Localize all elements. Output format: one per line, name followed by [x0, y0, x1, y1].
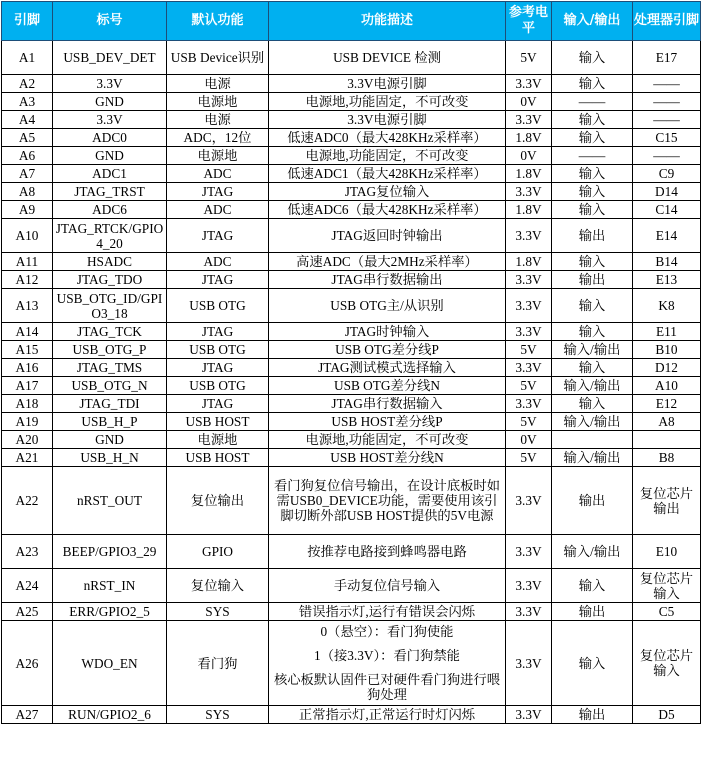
table-row: [2, 129, 701, 147]
io-cell: 输入: [552, 165, 633, 183]
level-cell: 3.3V: [506, 183, 552, 201]
description-line: 低速ADC0（最大428KHz采样率）: [287, 130, 487, 145]
cpu-pin-cell: E13: [633, 271, 701, 289]
label-cell: nRST_IN: [53, 569, 167, 603]
cpu-pin-cell: ——: [633, 111, 701, 129]
cpu-pin-cell: C15: [633, 129, 701, 147]
table-row: [2, 183, 701, 201]
function-cell: 复位输出: [167, 467, 269, 535]
label-cell: ADC0: [53, 129, 167, 147]
label-cell: JTAG_TDI: [53, 395, 167, 413]
cpu-pin-cell: 复位芯片输入: [633, 621, 701, 706]
description-line: 高速ADC（最大2MHz采样率）: [296, 254, 478, 269]
io-cell: 输入: [552, 75, 633, 93]
cpu-pin-cell: E12: [633, 395, 701, 413]
description-cell: [269, 569, 506, 603]
pin-cell: A26: [2, 621, 53, 706]
description-line: 低速ADC1（最大428KHz采样率）: [287, 166, 487, 181]
pin-cell: A12: [2, 271, 53, 289]
description-cell: [269, 41, 506, 75]
description-line: 3.3V电源引脚: [347, 112, 427, 127]
cpu-pin-cell: E14: [633, 219, 701, 253]
table-row: [2, 413, 701, 431]
table-row: [2, 395, 701, 413]
pin-cell: A21: [2, 449, 53, 467]
description-line: 手动复位信号输入: [333, 578, 441, 593]
pin-definition-table: [1, 1, 701, 724]
description-line: 电源地,功能固定，不可改变: [305, 432, 469, 447]
table-row: [2, 431, 701, 449]
function-cell: 电源地: [167, 93, 269, 111]
label-cell: 3.3V: [53, 111, 167, 129]
description-cell: [269, 603, 506, 621]
header-label: 标号: [53, 2, 167, 41]
label-cell: USB_H_N: [53, 449, 167, 467]
level-cell: 5V: [506, 377, 552, 395]
io-cell: 输入: [552, 253, 633, 271]
table-row: [2, 111, 701, 129]
description-line: USB OTG主/从识别: [330, 298, 444, 313]
pin-cell: A25: [2, 603, 53, 621]
io-cell: 输入: [552, 569, 633, 603]
pin-cell: A6: [2, 147, 53, 165]
io-cell: 输出: [552, 706, 633, 724]
description-line: 0（悬空）：看门狗使能: [320, 624, 454, 639]
label-cell: GND: [53, 93, 167, 111]
io-cell: 输入/输出: [552, 535, 633, 569]
cpu-pin-cell: 复位芯片输出: [633, 467, 701, 535]
header-ref-level: 参考电平: [506, 2, 552, 41]
label-cell: GND: [53, 147, 167, 165]
label-cell: JTAG_RTCK/GPIO4_20: [53, 219, 167, 253]
description-line: 看门狗复位信号输出，在设计底板时如需USB0_DEVICE功能，需要使用该引脚切断外部USB HOST提供的5V电源: [273, 478, 501, 523]
level-cell: 3.3V: [506, 289, 552, 323]
io-cell: 输入/输出: [552, 341, 633, 359]
label-cell: USB_H_P: [53, 413, 167, 431]
pin-cell: A1: [2, 41, 53, 75]
io-cell: 输入: [552, 41, 633, 75]
io-cell: 输入/输出: [552, 377, 633, 395]
io-cell: 输入: [552, 323, 633, 341]
description-cell: [269, 289, 506, 323]
cpu-pin-cell: B8: [633, 449, 701, 467]
pin-cell: A3: [2, 93, 53, 111]
cpu-pin-cell: C9: [633, 165, 701, 183]
description-line: JTAG串行数据输入: [331, 396, 443, 411]
function-cell: JTAG: [167, 183, 269, 201]
level-cell: 3.3V: [506, 111, 552, 129]
function-cell: JTAG: [167, 395, 269, 413]
cpu-pin-cell: C5: [633, 603, 701, 621]
table-row: [2, 93, 701, 111]
io-cell: ——: [552, 93, 633, 111]
table-row: [2, 341, 701, 359]
description-cell: [269, 253, 506, 271]
table-row: [2, 621, 701, 706]
pin-cell: A24: [2, 569, 53, 603]
function-cell: ADC，12位: [167, 129, 269, 147]
description-line: 3.3V电源引脚: [347, 76, 427, 91]
pin-cell: A5: [2, 129, 53, 147]
label-cell: WDO_EN: [53, 621, 167, 706]
label-cell: USB_OTG_ID/GPIO3_18: [53, 289, 167, 323]
level-cell: 0V: [506, 93, 552, 111]
table-row: [2, 359, 701, 377]
pin-cell: A17: [2, 377, 53, 395]
function-cell: 电源地: [167, 147, 269, 165]
level-cell: 1.8V: [506, 129, 552, 147]
label-cell: USB_OTG_P: [53, 341, 167, 359]
function-cell: USB HOST: [167, 449, 269, 467]
cpu-pin-cell: D5: [633, 706, 701, 724]
function-cell: USB OTG: [167, 377, 269, 395]
cpu-pin-cell: E10: [633, 535, 701, 569]
level-cell: 3.3V: [506, 621, 552, 706]
description-cell: [269, 219, 506, 253]
table-row: [2, 165, 701, 183]
cpu-pin-cell: E11: [633, 323, 701, 341]
pin-cell: A8: [2, 183, 53, 201]
function-cell: ADC: [167, 201, 269, 219]
io-cell: 输出: [552, 271, 633, 289]
label-cell: GND: [53, 431, 167, 449]
cpu-pin-cell: ——: [633, 75, 701, 93]
pin-cell: A15: [2, 341, 53, 359]
header-pin: 引脚: [2, 2, 53, 41]
header-default-function: 默认功能: [167, 2, 269, 41]
level-cell: 3.3V: [506, 603, 552, 621]
description-line: 错误指示灯,运行有错误会闪烁: [298, 604, 476, 619]
pin-cell: A14: [2, 323, 53, 341]
level-cell: 3.3V: [506, 395, 552, 413]
description-line: 电源地,功能固定，不可改变: [305, 94, 469, 109]
description-line: JTAG串行数据输出: [331, 272, 443, 287]
level-cell: 3.3V: [506, 535, 552, 569]
cpu-pin-cell: ——: [633, 147, 701, 165]
cpu-pin-cell: 复位芯片输入: [633, 569, 701, 603]
io-cell: 输入/输出: [552, 449, 633, 467]
description-line: 正常指示灯,正常运行时灯闪烁: [298, 707, 476, 722]
io-cell: 输入: [552, 111, 633, 129]
cpu-pin-cell: D12: [633, 359, 701, 377]
label-cell: JTAG_TDO: [53, 271, 167, 289]
io-cell: 输入: [552, 621, 633, 706]
function-cell: SYS: [167, 706, 269, 724]
level-cell: 1.8V: [506, 201, 552, 219]
function-cell: JTAG: [167, 359, 269, 377]
function-cell: JTAG: [167, 323, 269, 341]
io-cell: 输入: [552, 183, 633, 201]
pin-cell: A13: [2, 289, 53, 323]
label-cell: JTAG_TMS: [53, 359, 167, 377]
level-cell: 3.3V: [506, 219, 552, 253]
pin-cell: A11: [2, 253, 53, 271]
description-line: 核心板默认固件已对硬件看门狗进行喂狗处理: [273, 672, 501, 702]
level-cell: 1.8V: [506, 253, 552, 271]
description-cell: [269, 111, 506, 129]
description-cell: [269, 341, 506, 359]
description-cell: [269, 706, 506, 724]
cpu-pin-cell: B14: [633, 253, 701, 271]
level-cell: 0V: [506, 431, 552, 449]
function-cell: 电源: [167, 75, 269, 93]
description-cell: [269, 395, 506, 413]
level-cell: 5V: [506, 449, 552, 467]
label-cell: BEEP/GPIO3_29: [53, 535, 167, 569]
pin-cell: A16: [2, 359, 53, 377]
cpu-pin-cell: D14: [633, 183, 701, 201]
function-cell: USB OTG: [167, 289, 269, 323]
pin-cell: A9: [2, 201, 53, 219]
function-cell: USB OTG: [167, 341, 269, 359]
io-cell: 输入: [552, 395, 633, 413]
description-line: USB OTG差分线P: [335, 342, 439, 357]
function-cell: GPIO: [167, 535, 269, 569]
level-cell: 5V: [506, 41, 552, 75]
pin-cell: A19: [2, 413, 53, 431]
function-cell: USB Device识别: [167, 41, 269, 75]
description-line: JTAG复位输入: [344, 184, 430, 199]
table-row: [2, 706, 701, 724]
label-cell: 3.3V: [53, 75, 167, 93]
header-io: 输入/输出: [552, 2, 633, 41]
function-cell: 看门狗: [167, 621, 269, 706]
pin-cell: A7: [2, 165, 53, 183]
label-cell: nRST_OUT: [53, 467, 167, 535]
description-cell: [269, 183, 506, 201]
io-cell: [552, 431, 633, 449]
io-cell: 输出: [552, 467, 633, 535]
table-row: [2, 75, 701, 93]
pin-cell: A4: [2, 111, 53, 129]
description-line: JTAG测试模式选择输入: [318, 360, 456, 375]
function-cell: ADC: [167, 253, 269, 271]
description-line: 1（接3.3V）：看门狗禁能: [314, 648, 460, 663]
description-cell: [269, 377, 506, 395]
description-cell: [269, 467, 506, 535]
level-cell: 3.3V: [506, 706, 552, 724]
cpu-pin-cell: K8: [633, 289, 701, 323]
description-line: USB HOST差分线P: [331, 414, 443, 429]
table-row: [2, 323, 701, 341]
cpu-pin-cell: E17: [633, 41, 701, 75]
description-cell: [269, 271, 506, 289]
pin-cell: A20: [2, 431, 53, 449]
table-row: [2, 271, 701, 289]
description-cell: [269, 201, 506, 219]
cpu-pin-cell: A8: [633, 413, 701, 431]
description-cell: [269, 359, 506, 377]
table-row: [2, 41, 701, 75]
label-cell: JTAG_TRST: [53, 183, 167, 201]
description-line: 低速ADC6（最大428KHz采样率）: [287, 202, 487, 217]
function-cell: JTAG: [167, 271, 269, 289]
io-cell: 输入/输出: [552, 413, 633, 431]
table-row: [2, 377, 701, 395]
description-cell: [269, 75, 506, 93]
level-cell: 0V: [506, 147, 552, 165]
level-cell: 1.8V: [506, 165, 552, 183]
label-cell: JTAG_TCK: [53, 323, 167, 341]
label-cell: USB_DEV_DET: [53, 41, 167, 75]
pin-cell: A18: [2, 395, 53, 413]
header-cpu-pin: 处理器引脚: [633, 2, 701, 41]
cpu-pin-cell: A10: [633, 377, 701, 395]
description-line: 按推荐电路接到蜂鸣器电路: [307, 544, 467, 559]
io-cell: 输入: [552, 359, 633, 377]
description-line: USB DEVICE 检测: [333, 50, 441, 65]
pin-cell: A23: [2, 535, 53, 569]
table-row: [2, 289, 701, 323]
label-cell: ADC1: [53, 165, 167, 183]
description-line: USB HOST差分线N: [330, 450, 444, 465]
table-row: [2, 253, 701, 271]
function-cell: ADC: [167, 165, 269, 183]
function-cell: 电源地: [167, 431, 269, 449]
level-cell: 3.3V: [506, 271, 552, 289]
function-cell: USB HOST: [167, 413, 269, 431]
level-cell: 5V: [506, 341, 552, 359]
table-header-row: [2, 2, 701, 41]
table-row: [2, 535, 701, 569]
label-cell: USB_OTG_N: [53, 377, 167, 395]
description-cell: [269, 535, 506, 569]
io-cell: 输出: [552, 219, 633, 253]
io-cell: 输出: [552, 603, 633, 621]
pin-cell: A10: [2, 219, 53, 253]
level-cell: 3.3V: [506, 323, 552, 341]
function-cell: 电源: [167, 111, 269, 129]
level-cell: 3.3V: [506, 569, 552, 603]
header-description: 功能描述: [269, 2, 506, 41]
pin-cell: A27: [2, 706, 53, 724]
description-line: 电源地,功能固定，不可改变: [305, 148, 469, 163]
function-cell: JTAG: [167, 219, 269, 253]
io-cell: 输入: [552, 201, 633, 219]
level-cell: 5V: [506, 413, 552, 431]
io-cell: 输入: [552, 129, 633, 147]
pin-cell: A2: [2, 75, 53, 93]
table-row: [2, 603, 701, 621]
label-cell: ADC6: [53, 201, 167, 219]
description-line: JTAG返回时钟输出: [331, 228, 443, 243]
table-row: [2, 569, 701, 603]
table-row: [2, 449, 701, 467]
description-cell: [269, 93, 506, 111]
function-cell: 复位输入: [167, 569, 269, 603]
description-cell: [269, 449, 506, 467]
description-cell: [269, 431, 506, 449]
description-cell: [269, 129, 506, 147]
table-row: [2, 219, 701, 253]
table-row: [2, 147, 701, 165]
cpu-pin-cell: C14: [633, 201, 701, 219]
level-cell: 3.3V: [506, 75, 552, 93]
label-cell: ERR/GPIO2_5: [53, 603, 167, 621]
pin-cell: A22: [2, 467, 53, 535]
io-cell: ——: [552, 147, 633, 165]
description-line: JTAG时钟输入: [344, 324, 430, 339]
label-cell: HSADC: [53, 253, 167, 271]
description-cell: [269, 147, 506, 165]
table-row: [2, 201, 701, 219]
io-cell: 输入: [552, 289, 633, 323]
description-cell: [269, 165, 506, 183]
label-cell: RUN/GPIO2_6: [53, 706, 167, 724]
description-cell: [269, 413, 506, 431]
description-cell: [269, 323, 506, 341]
table-row: [2, 467, 701, 535]
level-cell: 3.3V: [506, 359, 552, 377]
cpu-pin-cell: B10: [633, 341, 701, 359]
level-cell: 3.3V: [506, 467, 552, 535]
cpu-pin-cell: [633, 431, 701, 449]
cpu-pin-cell: ——: [633, 93, 701, 111]
function-cell: SYS: [167, 603, 269, 621]
description-cell: [269, 621, 506, 706]
description-line: USB OTG差分线N: [333, 378, 440, 393]
